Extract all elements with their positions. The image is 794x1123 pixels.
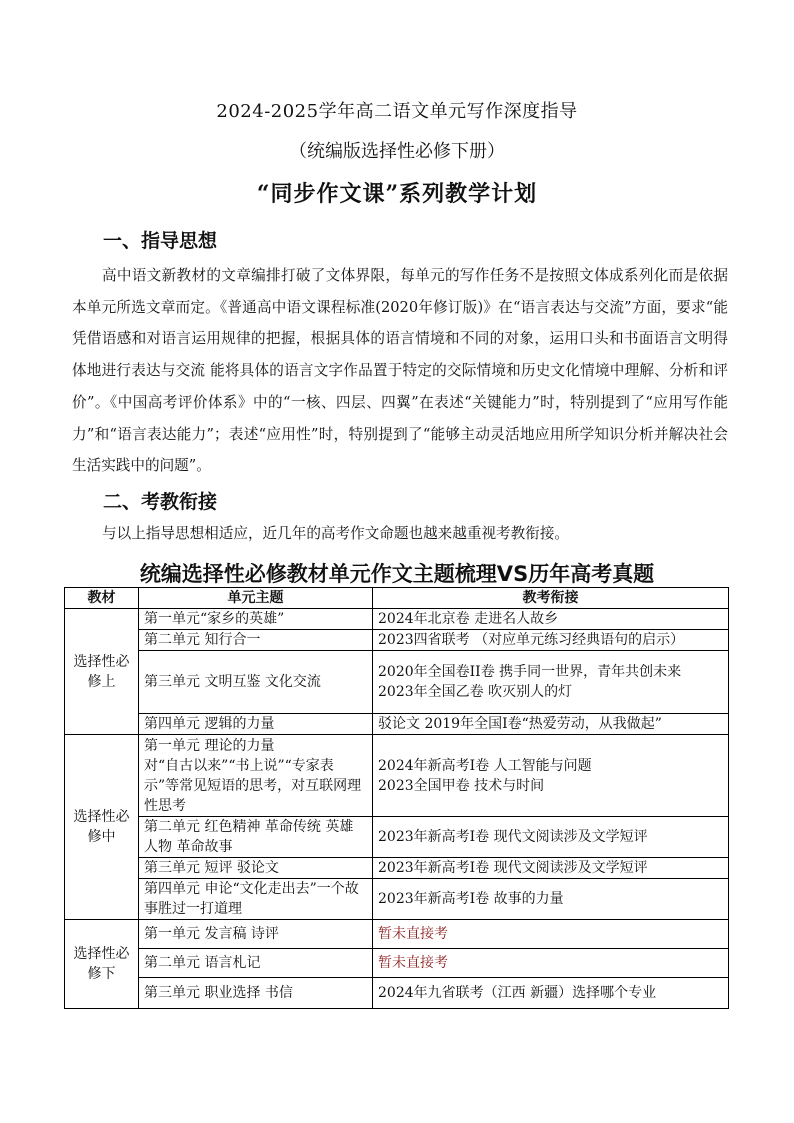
section-heading-exam-teaching: 二、考教衔接 <box>103 491 218 513</box>
header-book: 教材 <box>65 588 139 609</box>
unit-cell: 第三单元 短评 驳论文 <box>139 858 373 879</box>
document-subtitle: （统编版选择性必修下册） <box>289 141 505 162</box>
exam-line: 2023全国甲卷 技术与时间 <box>378 777 545 794</box>
unit-cell: 第二单元 红色精神 革命传统 英雄人物 革命故事 <box>139 817 373 858</box>
paragraph-guiding-thought: 高中语文新教材的文章编排打破了文体界限，每单元的写作任务不是按照文体成系列化而是依据本单元所选文章而定。《普通高中语文课程标准(2020年修订版)》在“语言表达与交流”方面，要求“能凭借语感和对语言运用规律的把握，根据具体的语言情境和不同的对象，运用口头和书面语言文明得体地进行表达与交流 能将具体的语言文字作品置于特定的交际情境和历史文化情境中理解、分析和评价”。《中国高考评价体系》中的“一核、四层、四翼”在表述“关键能力”时，特别提到了“应用写作能力”和“语言表达能力”；表述“应用性”时，特别提到了“能够主动灵活地应用所学知识分析并解决社会生活实践中的问题”。 <box>72 267 728 475</box>
table-row <box>65 735 729 817</box>
table-row <box>65 714 729 735</box>
unit-cell: 第一单元“家乡的英雄” <box>139 609 373 630</box>
exam-cell: 2023四省联考 （对应单元练习经典语句的启示） <box>373 630 729 651</box>
table-row <box>65 858 729 879</box>
unit-cell: 第二单元 知行合一 <box>139 630 373 651</box>
unit-line: 第一单元 理论的力量 <box>144 737 275 754</box>
unit-cell: 第三单元 文明互鉴 文化交流 <box>139 651 373 714</box>
book-cell <box>65 920 139 1009</box>
table-row <box>65 879 729 920</box>
book-name: 选择性必修上 <box>73 653 130 690</box>
table-title: 统编选择性必修教材单元作文主题梳理VS历年高考真题 <box>139 562 655 586</box>
exam-cell: 驳论文 2019年全国I卷“热爱劳动，从我做起” <box>373 714 729 735</box>
exam-cell: 2024年北京卷 走进名人故乡 <box>373 609 729 630</box>
book-cell <box>65 609 139 735</box>
header-unit-theme: 单元主题 <box>139 588 373 609</box>
header-exam-link: 教考衔接 <box>373 588 729 609</box>
unit-cell: 第一单元 发言稿 诗评 <box>139 920 373 949</box>
table-row <box>65 978 729 1009</box>
section-heading-guiding-thought: 一、指导思想 <box>103 230 218 252</box>
table-row <box>65 949 729 978</box>
book-cell <box>65 735 139 920</box>
unit-cell: 第二单元 语言札记 <box>139 949 373 978</box>
unit-exam-table <box>64 587 729 1009</box>
book-name: 选择性必修下 <box>73 946 130 982</box>
unit-cell: 第三单元 职业选择 书信 <box>139 978 373 1009</box>
exam-line: 2024年新高考I卷 人工智能与问题 <box>378 757 592 774</box>
exam-cell: 2023年新高考I卷 现代文阅读涉及文学短评 <box>373 858 729 879</box>
exam-cell: 2024年九省联考（江西 新疆）选择哪个专业 <box>373 978 729 1009</box>
table-row <box>65 609 729 630</box>
paragraph-exam-teaching: 与以上指导思想相适应，近几年的高考作文命题也越来越重视考教衔接。 <box>102 525 570 542</box>
exam-cell: 2023年新高考I卷 故事的力量 <box>373 879 729 920</box>
table-row <box>65 817 729 858</box>
unit-cell: 第四单元 逻辑的力量 <box>139 714 373 735</box>
series-title: “同步作文课”系列教学计划 <box>256 181 538 207</box>
exam-line: 2020年全国卷II卷 携手同一世界，青年共创未来 <box>378 664 682 680</box>
table-row <box>65 651 729 714</box>
exam-cell-not-tested: 暂未直接考 <box>373 920 729 949</box>
unit-cell <box>139 735 373 817</box>
exam-cell <box>373 735 729 817</box>
unit-line: 对“自古以来”“书上说”“专家表示”等常见短语的思考，对互联网理性思考 <box>144 757 362 814</box>
unit-cell: 第四单元 申论“文化走出去”一个故事胜过一打道理 <box>139 879 373 920</box>
table-header-row <box>65 588 729 609</box>
document-title: 2024-2025学年高二语文单元写作深度指导 <box>216 101 578 122</box>
book-name: 选择性必修中 <box>73 809 130 845</box>
exam-cell <box>373 651 729 714</box>
exam-line: 2023年全国乙卷 吹灭别人的灯 <box>378 684 573 700</box>
exam-cell-not-tested: 暂未直接考 <box>373 949 729 978</box>
table-row <box>65 630 729 651</box>
exam-cell: 2023年新高考I卷 现代文阅读涉及文学短评 <box>373 817 729 858</box>
table-row <box>65 920 729 949</box>
